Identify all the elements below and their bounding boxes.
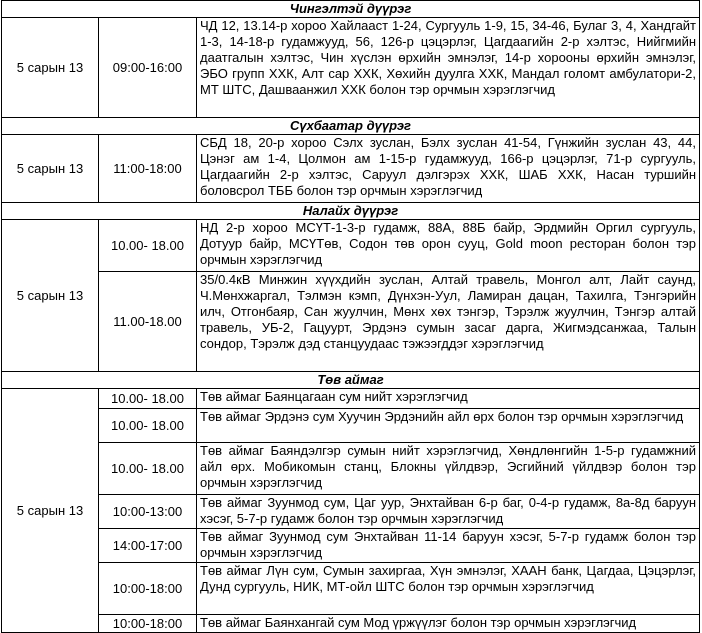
date-cell: 5 сарын 13 <box>2 135 99 203</box>
schedule-row <box>2 135 700 203</box>
time-cell: 10.00- 18.00 <box>99 220 197 272</box>
section-header-row <box>2 1 700 18</box>
time-cell: 10.00- 18.00 <box>99 443 197 495</box>
schedule-row <box>2 563 700 615</box>
date-cell: 5 сарын 13 <box>2 220 99 372</box>
area-description: 35/0.4кВ Минжин хүүхдийн зуслан, Алтай травель, Монгол алт, Лайт саунд, Ч.Мөнхжаргал, Тэлмэн кэмп, Дүнхэн-Уул, Ламиран дацан, Тахилга, Тэнгэрийн илч, Отгонбаяр, Сан жуулчин, Мөнх хөх тэнгэр, Тэрэлж жуулчин, Тэнгэр алтай травель, УБ-2, Гацуурт, Эрдэнэ сумын засаг дарга, Жигмэдсанжаа, Талын сондор, Тэрэлж дэд станцуудаас тэжээгддэг хэрэглэгчид <box>197 272 700 372</box>
area-description: Төв аймаг Баянцагаан сум нийт хэрэглэгчид <box>197 389 700 409</box>
time-cell: 11.00-18.00 <box>99 272 197 372</box>
area-description: Төв аймаг Баянхангай сум Мод үржүүлэг болон тэр орчмын хэрэглэгчид <box>197 615 700 633</box>
area-description: Төв аймаг Лүн сум, Сумын захиргаа, Хүн эмнэлэг, ХААН банк, Цагдаа, Цэцэрлэг, Дунд сургууль, НИК, МТ-ойл ШТС болон тэр орчмын хэрэглэгчид <box>197 563 700 615</box>
area-description: Төв аймаг Эрдэнэ сум Хуучин Эрдэнийн айл өрх болон тэр орчмын хэрэглэгчид <box>197 409 700 443</box>
schedule-row <box>2 409 700 443</box>
area-description: СБД 18, 20-р хороо Сэлх зуслан, Бэлх зуслан 41-54, Гүнжийн зуслан 43, 44, Цэнэг ам 1-4, Цолмон ам 1-15-р гудамжууд, 166-р цэцэрлэг, 71-р сургууль, Цагдаагийн 2-р хэлтэс, Саруул дэлгэрэх ХХК, ШАБ ХХК, Насан туршийн боловсрол ТББ болон тэр орчмын хэрэглэгчид <box>197 135 700 203</box>
time-cell: 10:00-18:00 <box>99 615 197 633</box>
schedule-row <box>2 18 700 118</box>
schedule-row <box>2 443 700 495</box>
time-cell: 10.00- 18.00 <box>99 409 197 443</box>
section-header-row <box>2 372 700 389</box>
date-cell: 5 сарын 13 <box>2 389 99 633</box>
district-title: Налайх дүүрэг <box>2 203 700 220</box>
schedule-row <box>2 272 700 372</box>
schedule-row <box>2 529 700 563</box>
power-outage-schedule-table <box>1 0 700 633</box>
section-header-row <box>2 203 700 220</box>
schedule-row <box>2 615 700 633</box>
area-description: ЧД 12, 13.14-р хороо Хайлааст 1-24, Сургууль 1-9, 15, 34-46, Булаг 3, 4, Хандгайт 1-3, 14-18-р гудамжууд, 56, 126-р цэцэрлэг, Цагдаагийн 2-р хэлтэс, Нийгмийн даатгалын хэлтэс, Чин хүслэн өрхийн эмнэлэг, 14-р хорооны өрхийн эмнэлэг, ЭБО групп ХХК, Алт сар ХХК, Хөхийн дуулга ХХК, Мандал голомт амбулатори-2, МТ ШТС, Дашваанжил ХХК болон тэр орчмын хэрэглэгчид <box>197 18 700 118</box>
time-cell: 11:00-18:00 <box>99 135 197 203</box>
time-cell: 14:00-17:00 <box>99 529 197 563</box>
schedule-row <box>2 220 700 272</box>
time-cell: 10:00-13:00 <box>99 495 197 529</box>
time-cell: 09:00-16:00 <box>99 18 197 118</box>
area-description: Төв аймаг Зуунмод сум Энхтайван 11-14 баруун хэсэг, 5-7-р гудамж болон тэр орчмын хэрэглэгчид <box>197 529 700 563</box>
time-cell: 10.00- 18.00 <box>99 389 197 409</box>
date-cell: 5 сарын 13 <box>2 18 99 118</box>
district-title: Төв аймаг <box>2 372 700 389</box>
area-description: Төв аймаг Баяндэлгэр сумын нийт хэрэглэгчид, Хөндлөнгийн 1-5-р гудамжний айл өрх. Мобикомын станц, Блокны үйлдвэр, Эсгийний үйлдвэр болон тэр орчмын хэрэглэгчид <box>197 443 700 495</box>
schedule-row <box>2 389 700 409</box>
area-description: Төв аймаг Зуунмод сум, Цаг уур, Энхтайван 6-р баг, 0-4-р гудамж, 8а-8д баруун хэсэг, 5-7-р гудамж болон тэр орчмын хэрэглэгчид <box>197 495 700 529</box>
district-title: Сүхбаатар дүүрэг <box>2 118 700 135</box>
area-description: НД 2-р хороо МСҮТ-1-3-р гудамж, 88А, 88Б байр, Эрдмийн Оргил сургууль, Дотуур байр, МСҮТөв, Содон төв орон сууц, Gold moon ресторан болон тэр орчмын хэрэглэгчид <box>197 220 700 272</box>
schedule-row <box>2 495 700 529</box>
section-header-row <box>2 118 700 135</box>
time-cell: 10:00-18:00 <box>99 563 197 615</box>
district-title: Чингэлтэй дүүрэг <box>2 1 700 18</box>
